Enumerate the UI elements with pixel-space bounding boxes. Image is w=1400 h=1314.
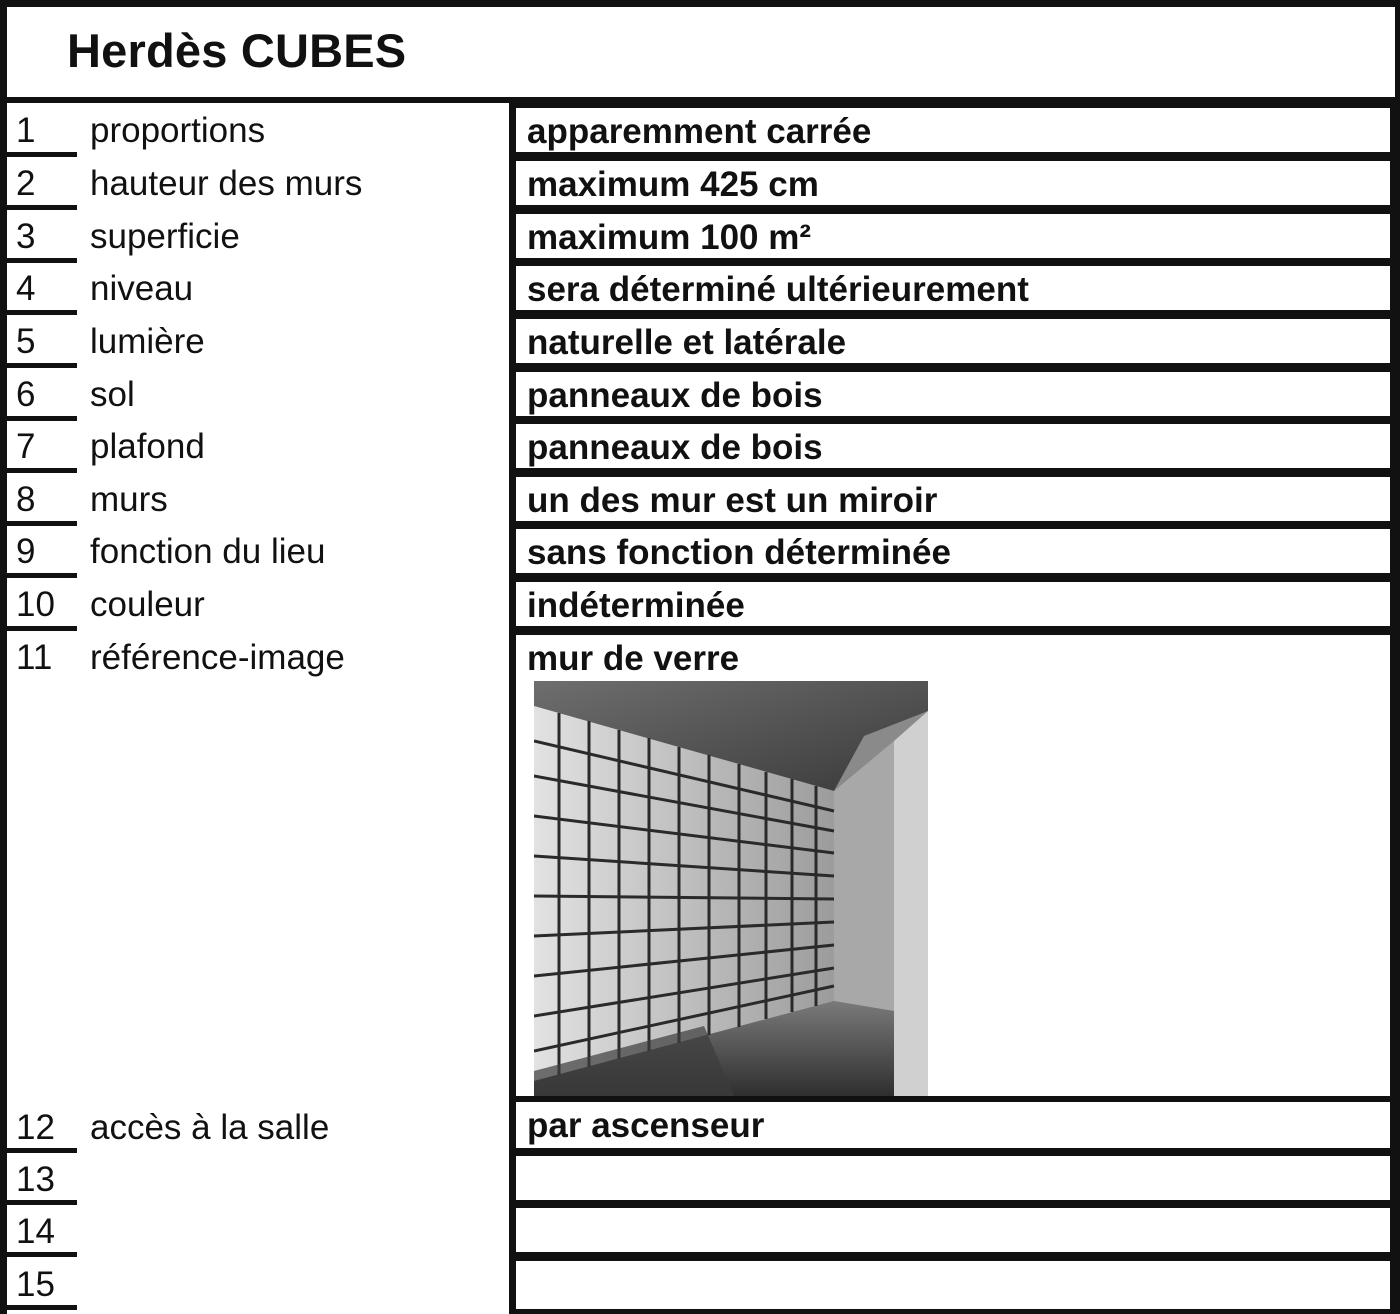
row-value: indéterminée — [527, 586, 745, 625]
row-value: naturelle et latérale — [527, 323, 847, 362]
row-value-box — [516, 1097, 1395, 1153]
row-label: plafond — [90, 427, 205, 466]
row-value-box — [516, 103, 1395, 157]
row-number-underline — [7, 1252, 77, 1257]
row-value-box — [516, 419, 1395, 473]
row-value: maximum 425 cm — [527, 165, 819, 204]
row-label: référence-image — [90, 638, 345, 677]
row-value: sans fonction déterminée — [527, 533, 951, 572]
form-title: Herdès CUBES — [67, 24, 407, 77]
row-value-box — [516, 156, 1395, 210]
row-number: 14 — [16, 1212, 55, 1251]
row-value-box — [516, 367, 1395, 421]
row-label: accès à la salle — [90, 1108, 330, 1147]
row-number: 3 — [16, 217, 36, 256]
row-value: panneaux de bois — [527, 428, 823, 467]
row-value-box — [516, 577, 1395, 631]
row-number-underline — [7, 152, 77, 157]
row-label: murs — [90, 480, 168, 519]
row-number: 7 — [16, 427, 36, 466]
row-value-box — [516, 524, 1395, 578]
row-number: 10 — [16, 585, 55, 624]
row-label: couleur — [90, 585, 205, 624]
row-value: maximum 100 m² — [527, 218, 812, 257]
row-label: sol — [90, 375, 135, 414]
row-value: par ascenseur — [527, 1106, 765, 1145]
row-label: hauteur des murs — [90, 164, 363, 203]
row-value: apparemment carrée — [527, 112, 872, 151]
row-number: 5 — [16, 322, 36, 361]
glass-block-wall-photo — [534, 681, 928, 1096]
row-value-box — [516, 261, 1395, 315]
row-number-underline — [7, 310, 77, 315]
row-number-underline — [7, 416, 77, 421]
row-number-underline — [7, 573, 77, 578]
row-number: 15 — [16, 1265, 55, 1304]
row-number-underline — [7, 1148, 77, 1153]
row-label: lumière — [90, 322, 205, 361]
row-value: mur de verre — [527, 639, 740, 678]
form-header — [0, 0, 1400, 103]
row-number-underline — [7, 468, 77, 473]
row-number: 13 — [16, 1160, 55, 1199]
row-value-box — [516, 1151, 1395, 1205]
row-number: 6 — [16, 375, 36, 414]
row-value: sera déterminé ultérieurement — [527, 270, 1029, 309]
row-number: 8 — [16, 480, 36, 519]
row-number-underline — [7, 363, 77, 368]
row-number-underline — [7, 258, 77, 263]
row-number-underline — [7, 1305, 77, 1310]
row-number: 12 — [16, 1108, 55, 1147]
row-value: un des mur est un miroir — [527, 481, 938, 520]
row-value-box — [516, 209, 1395, 263]
row-label: proportions — [90, 111, 266, 150]
row-number: 1 — [16, 111, 36, 150]
row-number-underline — [7, 1200, 77, 1205]
row-value-box — [516, 1203, 1395, 1257]
row-label: fonction du lieu — [90, 532, 326, 571]
row-number: 9 — [16, 532, 36, 571]
row-label: superficie — [90, 217, 240, 256]
row-value-box — [516, 1256, 1395, 1314]
row-number: 2 — [16, 164, 36, 203]
row-label: niveau — [90, 269, 194, 308]
row-number-underline — [7, 205, 77, 210]
row-value-box — [516, 314, 1395, 368]
row-number: 4 — [16, 269, 36, 308]
row-number-underline — [7, 626, 77, 631]
row-value-box — [516, 472, 1395, 526]
row-number: 11 — [16, 638, 53, 677]
column-divider — [509, 103, 516, 1314]
row-value: panneaux de bois — [527, 376, 823, 415]
row-number-underline — [7, 521, 77, 526]
